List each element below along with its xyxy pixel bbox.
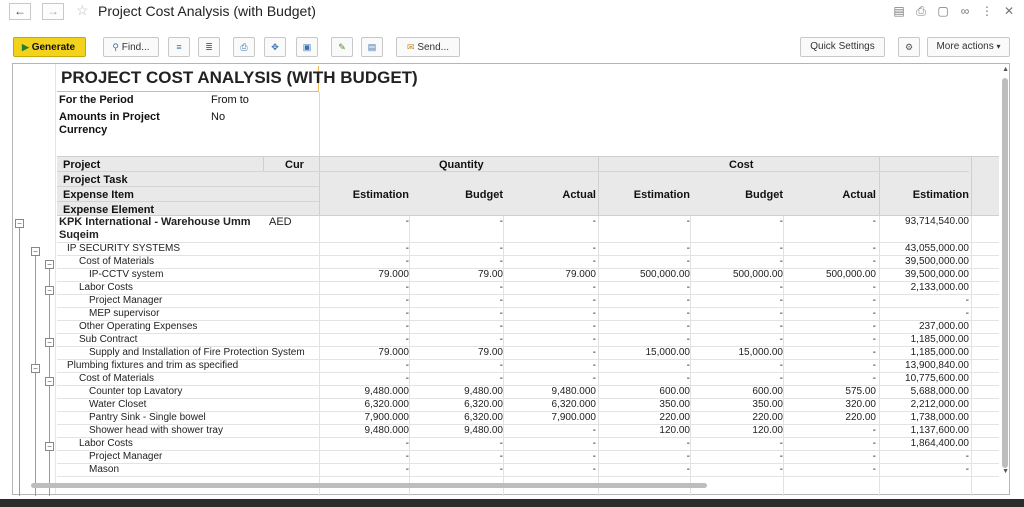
row-value-cell: -	[872, 425, 876, 436]
row-value-cell: 7,900.000	[364, 412, 409, 423]
table-row[interactable]	[57, 464, 999, 477]
row-value-cell: 500,000.00	[639, 269, 690, 280]
table-row[interactable]	[57, 269, 999, 282]
header-cur: Cur	[285, 159, 304, 171]
settings-move-button[interactable]	[264, 37, 286, 57]
row-value-cell: -	[779, 360, 783, 371]
table-row[interactable]	[57, 334, 999, 347]
row-value-cell: -	[499, 282, 503, 293]
row-value-cell: -	[499, 334, 503, 345]
row-label: MEP supervisor	[89, 308, 160, 319]
row-value-cell: 575.00	[845, 386, 876, 397]
menu-dots-icon[interactable]: ⋮	[981, 4, 993, 18]
row-value-cell: -	[779, 334, 783, 345]
row-value-cell: -	[592, 243, 596, 254]
edit-report-button[interactable]	[331, 37, 353, 57]
row-label: Cost of Materials	[79, 373, 155, 384]
header-expense-element: Expense Element	[63, 204, 155, 216]
table-row[interactable]	[57, 386, 999, 399]
header-expense-item: Expense Item	[63, 189, 134, 201]
row-label: IP-CCTV system	[89, 269, 164, 280]
row-label-continued: Suqeim	[59, 229, 99, 241]
row-value-cell: 9,480.000	[364, 386, 409, 397]
back-button[interactable]	[9, 3, 31, 20]
move-icon: ✥	[271, 42, 279, 52]
header-qty-budget: Budget	[465, 189, 503, 201]
row-value-cell: 220.00	[659, 412, 690, 423]
row-value-cell: -	[499, 438, 503, 449]
row-value-cell: -	[686, 308, 690, 319]
collapse-icon: ≡	[176, 42, 182, 52]
param-value-currency: No	[211, 111, 226, 123]
header-cost: Cost	[729, 159, 754, 171]
row-value-cell: -	[499, 360, 503, 371]
row-value-cell: -	[965, 295, 969, 306]
row-value-cell: 9,480.000	[364, 425, 409, 436]
row-label: Cost of Materials	[79, 256, 155, 267]
row-value-cell: -	[405, 451, 409, 462]
report-title: PROJECT COST ANALYSIS (WITH BUDGET)	[57, 66, 319, 92]
magnifier-icon: ▣	[302, 42, 312, 52]
row-value-cell: -	[872, 282, 876, 293]
send-label: Send...	[417, 42, 450, 53]
row-value-cell: -	[499, 216, 503, 227]
row-value-cell: -	[779, 216, 783, 227]
row-value-cell: 43,055,000.00	[905, 243, 969, 254]
row-value-cell: -	[592, 216, 596, 227]
expand-button[interactable]	[198, 37, 220, 57]
row-label: Other Operating Expenses	[79, 321, 198, 332]
row-label: Labor Costs	[79, 438, 133, 449]
row-value-cell: 6,320.00	[464, 399, 503, 410]
row-label: IP SECURITY SYSTEMS	[67, 243, 180, 254]
search-icon: ⚲	[112, 42, 119, 52]
envelope-icon: ✉	[406, 42, 415, 52]
table-row[interactable]	[57, 412, 999, 425]
row-value-cell: -	[686, 295, 690, 306]
row-value-cell: -	[872, 334, 876, 345]
row-value-cell: 79.000	[378, 269, 409, 280]
row-label: Sub Contract	[79, 334, 138, 345]
row-value-cell: 350.00	[752, 399, 783, 410]
row-value-cell: 320.00	[845, 399, 876, 410]
row-label: Water Closet	[89, 399, 147, 410]
favorite-star-icon[interactable]: ☆	[76, 2, 89, 18]
table-row[interactable]	[57, 451, 999, 464]
row-value-cell: 10,775,600.00	[905, 373, 969, 384]
row-value-cell: -	[686, 321, 690, 332]
table-row[interactable]	[57, 438, 999, 451]
row-value-cell: -	[499, 256, 503, 267]
row-currency: AED	[269, 216, 292, 228]
header-project-task: Project Task	[63, 174, 128, 186]
forward-button[interactable]	[42, 3, 64, 20]
preview-button[interactable]	[296, 37, 318, 57]
row-value-cell: -	[592, 451, 596, 462]
row-value-cell: 79.00	[477, 269, 503, 280]
report-frame	[12, 63, 1010, 495]
row-value-cell: -	[779, 243, 783, 254]
find-label: Find...	[121, 42, 150, 53]
row-value-cell: -	[872, 308, 876, 319]
row-value-cell: -	[405, 282, 409, 293]
table-row[interactable]	[57, 399, 999, 412]
row-value-cell: -	[872, 256, 876, 267]
row-value-cell: -	[686, 243, 690, 254]
row-value-cell: 2,133,000.00	[910, 282, 969, 293]
row-value-cell: -	[779, 282, 783, 293]
row-value-cell: -	[872, 243, 876, 254]
vertical-scrollbar[interactable]	[1002, 78, 1008, 468]
row-value-cell: 1,864,400.00	[910, 438, 969, 449]
row-value-cell: -	[686, 256, 690, 267]
param-label-currency: Amounts in Project Currency	[59, 111, 160, 136]
row-label: Project Manager	[89, 295, 163, 306]
row-label: Counter top Lavatory	[89, 386, 183, 397]
row-label: Shower head with shower tray	[89, 425, 223, 436]
row-value-cell: -	[592, 464, 596, 475]
row-value-cell: 350.00	[659, 399, 690, 410]
row-value-cell: 5,688,000.00	[910, 386, 969, 397]
tree-toggle-icon[interactable]: −	[31, 364, 40, 373]
row-value-cell: -	[405, 216, 409, 227]
tree-toggle-icon[interactable]: −	[45, 286, 54, 295]
row-value-cell: 220.00	[845, 412, 876, 423]
param-label-period: For the Period	[59, 94, 134, 106]
tree-toggle-icon[interactable]: −	[45, 377, 54, 386]
row-value-cell: -	[686, 464, 690, 475]
floppy-icon: ▤	[367, 42, 377, 52]
horizontal-scrollbar[interactable]	[31, 483, 707, 488]
row-value-cell: -	[405, 308, 409, 319]
row-value-cell: -	[405, 360, 409, 371]
row-value-cell: -	[592, 308, 596, 319]
forward-arrow-icon: →	[47, 4, 59, 18]
row-value-cell: -	[592, 321, 596, 332]
table-row[interactable]	[57, 347, 999, 360]
row-value-cell: 6,320.00	[464, 412, 503, 423]
row-value-cell: -	[965, 451, 969, 462]
expand-icon: ≣	[205, 42, 213, 52]
row-value-cell: -	[779, 373, 783, 384]
row-value-cell: -	[779, 295, 783, 306]
header-cost-budget: Budget	[745, 189, 783, 201]
row-value-cell: 13,900,840.00	[905, 360, 969, 371]
row-value-cell: 500,000.00	[732, 269, 783, 280]
row-value-cell: 9,480.00	[464, 386, 503, 397]
tree-toggle-icon[interactable]: −	[45, 442, 54, 451]
row-value-cell: -	[686, 282, 690, 293]
header-qty-actual: Actual	[562, 189, 596, 201]
row-value-cell: -	[686, 216, 690, 227]
scroll-down-icon[interactable]: ▼	[1002, 468, 1009, 475]
header-project: Project	[63, 159, 101, 171]
row-value-cell: -	[872, 216, 876, 227]
row-value-cell: -	[592, 373, 596, 384]
window-title: Project Cost Analysis (with Budget)	[98, 3, 316, 19]
edit-icon: ✎	[338, 42, 346, 52]
row-value-cell: 9,480.000	[551, 386, 596, 397]
row-label: Project Manager	[89, 451, 163, 462]
close-icon[interactable]: ✕	[1003, 4, 1015, 18]
row-value-cell: 120.00	[752, 425, 783, 436]
row-value-cell: 120.00	[659, 425, 690, 436]
row-label: Supply and Installation of Fire Protection System	[89, 347, 305, 358]
quick-settings-label: Quick Settings	[810, 41, 875, 52]
row-value-cell: -	[499, 451, 503, 462]
row-value-cell: -	[405, 295, 409, 306]
print-button[interactable]	[233, 37, 255, 57]
row-value-cell: -	[872, 438, 876, 449]
row-value-cell: -	[405, 256, 409, 267]
header-cost-actual: Actual	[842, 189, 876, 201]
header-quantity: Quantity	[439, 159, 484, 171]
table-row[interactable]	[57, 425, 999, 438]
generate-label: Generate	[31, 42, 76, 53]
printer-icon: ⎙	[240, 42, 248, 52]
row-value-cell: 9,480.00	[464, 425, 503, 436]
row-value-cell: -	[499, 373, 503, 384]
preview-icon[interactable]: ▢	[937, 4, 949, 18]
row-value-cell: -	[499, 321, 503, 332]
table-header	[57, 156, 999, 216]
row-value-cell: -	[592, 347, 596, 358]
save-icon[interactable]: ▤	[893, 4, 905, 18]
row-value-cell: -	[779, 256, 783, 267]
row-value-cell: -	[965, 464, 969, 475]
table-row[interactable]	[57, 308, 999, 321]
tree-toggle-icon[interactable]: −	[15, 219, 24, 228]
table-row[interactable]	[57, 360, 999, 373]
row-label: Labor Costs	[79, 282, 133, 293]
row-value-cell: -	[405, 321, 409, 332]
table-row[interactable]	[57, 256, 999, 269]
row-value-cell: 2,212,000.00	[910, 399, 969, 410]
row-value-cell: 15,000.00	[738, 347, 783, 358]
row-value-cell: -	[499, 308, 503, 319]
row-value-cell: -	[405, 334, 409, 345]
header-qty-estimation: Estimation	[352, 189, 409, 201]
row-value-cell: -	[592, 282, 596, 293]
table-row[interactable]	[57, 295, 999, 308]
row-label: Plumbing fixtures and trim as specified	[67, 360, 239, 371]
row-value-cell: -	[872, 451, 876, 462]
row-value-cell: 39,500,000.00	[905, 269, 969, 280]
row-value-cell: 93,714,540.00	[905, 216, 969, 227]
row-value-cell: 6,320.000	[551, 399, 596, 410]
table-row[interactable]	[57, 243, 999, 256]
generate-button[interactable]	[13, 37, 86, 57]
row-value-cell: -	[686, 451, 690, 462]
row-label: Pantry Sink - Single bowel	[89, 412, 206, 423]
scroll-up-icon[interactable]: ▲	[1002, 66, 1009, 73]
row-value-cell: 220.00	[752, 412, 783, 423]
row-value-cell: -	[499, 295, 503, 306]
row-label: KPK International - Warehouse Umm	[59, 216, 251, 228]
row-value-cell: -	[872, 464, 876, 475]
param-value-period: From to	[211, 94, 249, 106]
row-value-cell: 39,500,000.00	[905, 256, 969, 267]
row-value-cell: 6,320.000	[364, 399, 409, 410]
row-value-cell: 1,137,600.00	[910, 425, 969, 436]
row-value-cell: -	[592, 256, 596, 267]
row-label: Mason	[89, 464, 120, 475]
row-value-cell: 237,000.00	[918, 321, 969, 332]
table-row[interactable]	[57, 282, 999, 295]
row-value-cell: -	[686, 438, 690, 449]
row-value-cell: 15,000.00	[645, 347, 690, 358]
toolbar	[0, 32, 1024, 60]
row-value-cell: 7,900.000	[551, 412, 596, 423]
row-value-cell: -	[872, 373, 876, 384]
row-value-cell: -	[499, 243, 503, 254]
collapse-button[interactable]	[168, 37, 190, 57]
row-value-cell: -	[872, 347, 876, 358]
row-value-cell: -	[872, 321, 876, 332]
tree-gutter	[13, 64, 56, 494]
find-button[interactable]	[103, 37, 159, 57]
more-actions-button[interactable]	[927, 37, 1010, 57]
row-value-cell: 79.00	[477, 347, 503, 358]
row-value-cell: -	[592, 295, 596, 306]
row-value-cell: 500,000.00	[825, 269, 876, 280]
quick-settings-button[interactable]	[800, 37, 885, 57]
row-value-cell: -	[405, 243, 409, 254]
dropdown-arrow-icon: ▾	[996, 42, 1001, 51]
row-value-cell: -	[872, 360, 876, 371]
row-value-cell: 600.00	[659, 386, 690, 397]
row-value-cell: -	[592, 438, 596, 449]
row-value-cell: 1,185,000.00	[910, 334, 969, 345]
row-value-cell: -	[779, 451, 783, 462]
row-value-cell: -	[686, 373, 690, 384]
row-value-cell: -	[779, 438, 783, 449]
row-value-cell: -	[686, 360, 690, 371]
row-value-cell: -	[686, 334, 690, 345]
header-cost-estimation: Estimation	[633, 189, 690, 201]
row-value-cell: -	[405, 438, 409, 449]
header-estimation: Estimation	[912, 189, 969, 201]
report-settings-button[interactable]	[898, 37, 920, 57]
row-value-cell: 79.000	[565, 269, 596, 280]
row-value-cell: -	[499, 464, 503, 475]
row-value-cell: -	[779, 464, 783, 475]
row-value-cell: -	[965, 308, 969, 319]
row-value-cell: -	[592, 334, 596, 345]
bottom-bar	[0, 499, 1024, 507]
gear-icon: ⚙	[904, 42, 914, 52]
table-row[interactable]	[57, 216, 999, 243]
window-titlebar	[0, 0, 1024, 24]
row-value-cell: -	[872, 295, 876, 306]
send-button[interactable]	[396, 37, 460, 57]
row-value-cell: 1,738,000.00	[910, 412, 969, 423]
save-report-button[interactable]	[361, 37, 383, 57]
more-actions-label: More actions	[936, 41, 994, 52]
row-value-cell: -	[779, 308, 783, 319]
row-value-cell: -	[779, 321, 783, 332]
row-value-cell: -	[592, 360, 596, 371]
tree-toggle-icon[interactable]: −	[45, 260, 54, 269]
table-row[interactable]	[57, 373, 999, 386]
back-arrow-icon: ←	[14, 4, 26, 18]
link-icon[interactable]: ∞	[960, 4, 970, 18]
row-value-cell: -	[405, 373, 409, 384]
table-row[interactable]	[57, 321, 999, 334]
row-value-cell: -	[405, 464, 409, 475]
row-value-cell: 79.000	[378, 347, 409, 358]
row-value-cell: -	[592, 425, 596, 436]
row-value-cell: 600.00	[752, 386, 783, 397]
play-icon: ▶	[22, 42, 29, 52]
tree-toggle-icon[interactable]: −	[31, 247, 40, 256]
row-value-cell: 1,185,000.00	[910, 347, 969, 358]
tree-toggle-icon[interactable]: −	[45, 338, 54, 347]
print-icon[interactable]: ⎙	[916, 4, 926, 18]
